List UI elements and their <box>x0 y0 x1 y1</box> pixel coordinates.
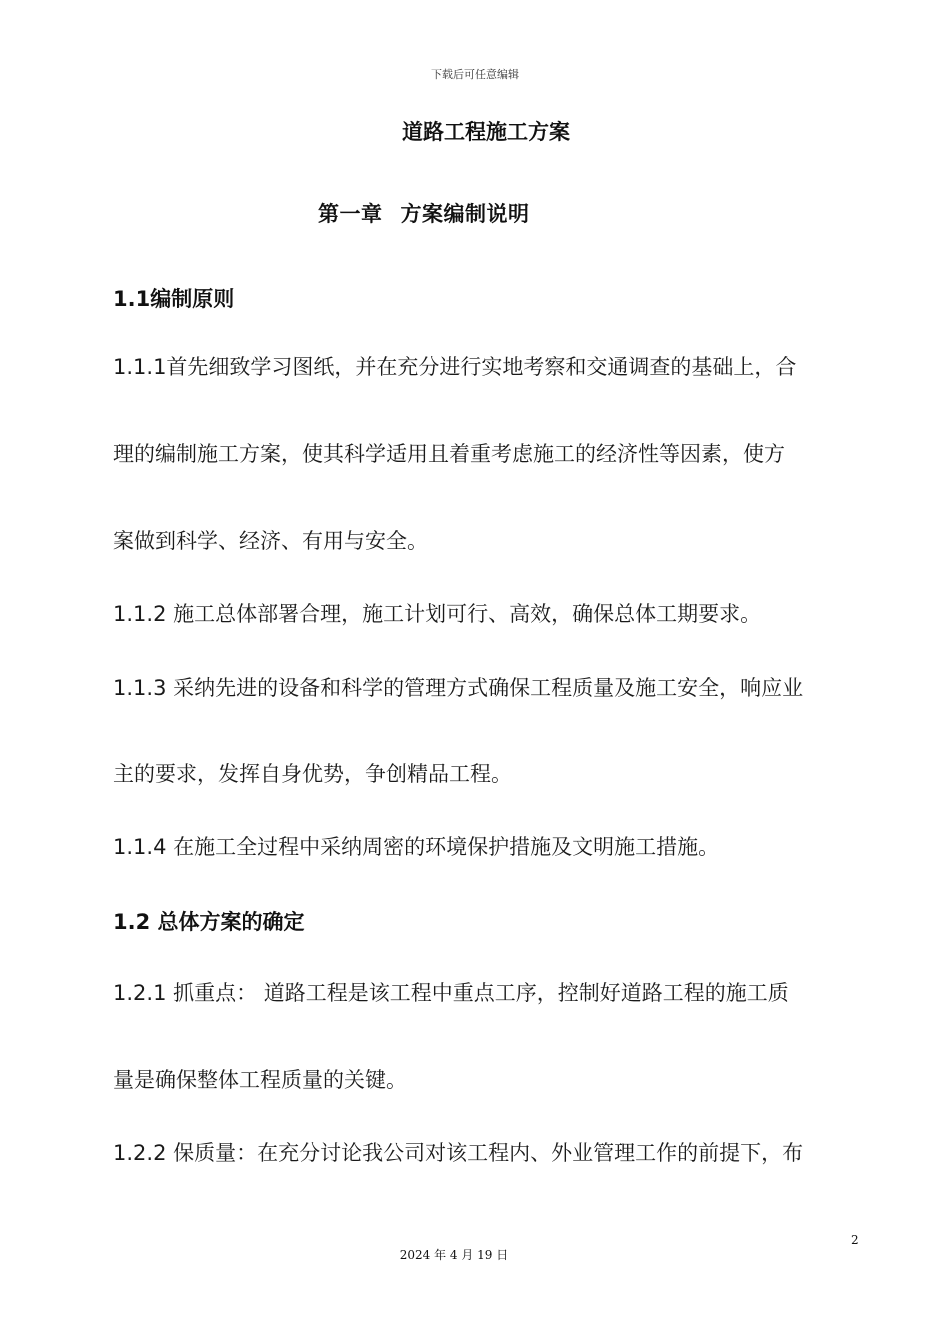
section-heading-1-2: 1.2 总体方案的确定 <box>113 910 305 934</box>
paragraph-line: 理的编制施工方案，使其科学适用且着重考虑施工的经济性等因素，使方 <box>113 442 785 466</box>
header-note: 下载后可任意编辑 <box>431 68 519 81</box>
paragraph-line: 1.1.3 采纳先进的设备和科学的管理方式确保工程质量及施工安全，响应业 <box>113 676 804 700</box>
paragraph-line: 主的要求，发挥自身优势，争创精品工程。 <box>113 762 512 786</box>
page-number: 2 <box>851 1233 859 1247</box>
paragraph-line: 1.1.2 施工总体部署合理，施工计划可行、高效，确保总体工期要求。 <box>113 602 762 626</box>
section-heading-1-1: 1.1编制原则 <box>113 287 235 311</box>
paragraph-line: 1.1.4 在施工全过程中采纳周密的环境保护措施及文明施工措施。 <box>113 835 720 859</box>
paragraph-line: 案做到科学、经济、有用与安全。 <box>113 529 428 553</box>
footer-date: 2024 年 4 月 19 日 <box>399 1248 509 1262</box>
paragraph-line: 1.2.1 抓重点： 道路工程是该工程中重点工序，控制好道路工程的施工质 <box>113 981 789 1005</box>
chapter-title <box>318 198 530 228</box>
paragraph-line: 量是确保整体工程质量的关键。 <box>113 1068 407 1092</box>
paragraph-line: 1.2.2 保质量：在充分讨论我公司对该工程内、外业管理工作的前提下，布 <box>113 1141 804 1165</box>
chapter-name: 方案编制说明 <box>400 202 530 226</box>
chapter-number: 第一章 <box>318 202 383 226</box>
paragraph-line: 1.1.1首先细致学习图纸，并在充分进行实地考察和交通调查的基础上，合 <box>113 355 797 379</box>
document-title: 道路工程施工方案 <box>402 120 570 144</box>
